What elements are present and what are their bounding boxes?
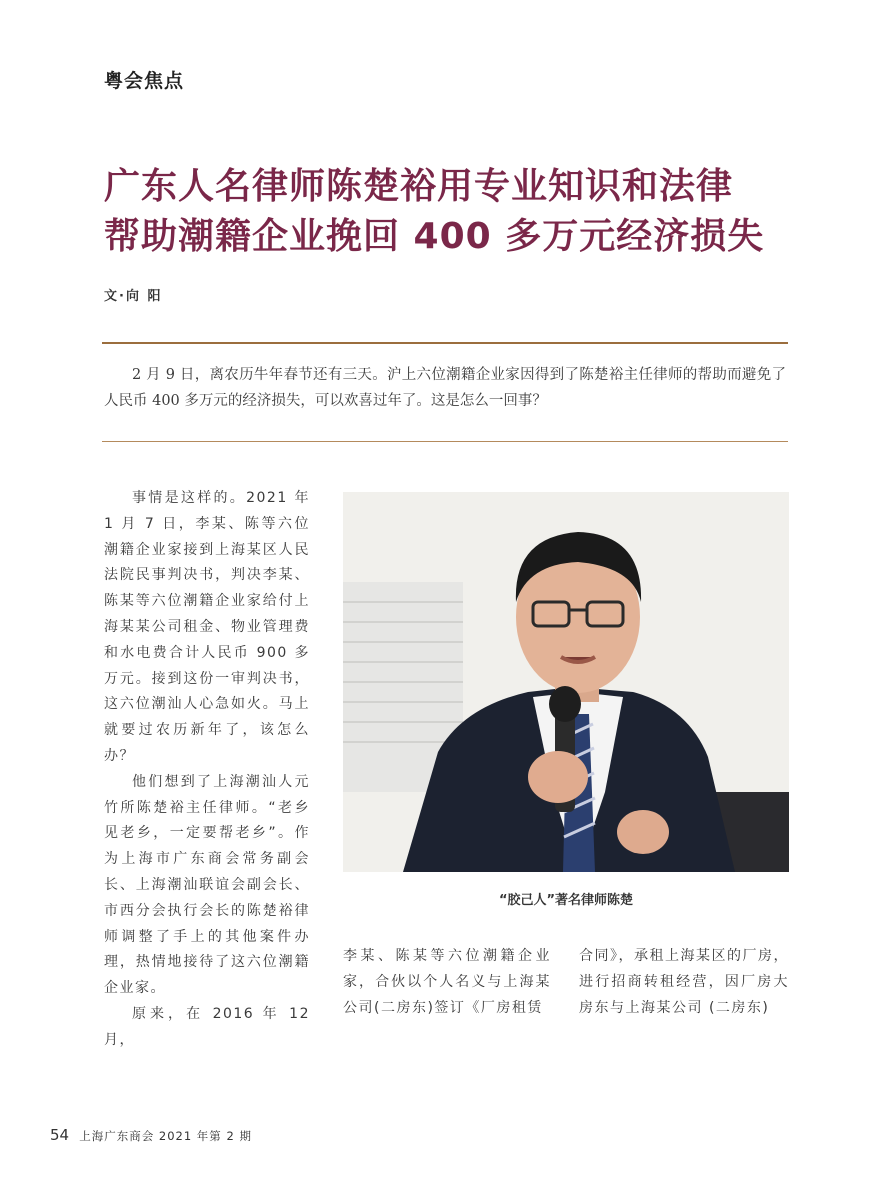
page-number: 54 [50,1126,70,1144]
divider-bottom [102,441,788,442]
section-label: 粤会焦点 [104,70,185,92]
magazine-issue: 上海广东商会 2021 年第 2 期 [79,1129,252,1143]
body-paragraph: 李某、陈某等六位潮籍企业家，合伙以个人名义与上海某公司(二房东)签订《厂房租赁 [343,948,551,1016]
body-paragraph: 原来，在 2016 年 12 月， [104,1005,310,1048]
body-paragraph: 他们想到了上海潮汕人元竹所陈楚裕主任律师。“老乡见老乡，一定要帮老乡”。作为上海市广东商会常务副会长、上海潮汕联谊会副会长、市西分会执行会长的陈楚裕律师调整了手上的其他案件办理，热情地接待了这六位潮籍企业家。 [104,773,310,997]
lead-paragraph: 2 月 9 日，离农历牛年春节还有三天。沪上六位潮籍企业家因得到了陈楚裕主任律师的帮助而避免了人民币 400 多万元的经济损失，可以欢喜过年了。这是怎么一回事？ [104,367,786,409]
lawyer-photo [343,492,789,872]
title-line-1: 广东人名律师陈楚裕用专业知识和法律 [104,166,734,207]
photo-caption: “胶己人”著名律师陈楚 [498,893,634,908]
page-footer [50,1126,252,1144]
column-3 [579,944,789,1021]
column-1 [104,486,310,1054]
article-title [104,162,804,262]
body-paragraph: 合同》，承租上海某区的厂房，进行招商转租经营，因厂房大房东与上海某公司 (二房东) [579,948,789,1016]
divider-top [102,342,788,344]
byline: 文·向 阳 [104,289,163,304]
title-line-2: 帮助潮籍企业挽回 400 多万元经济损失 [104,216,765,257]
column-2 [343,944,551,1021]
body-paragraph: 事情是这样的。2021 年 1 月 7 日，李某、陈等六位潮籍企业家接到上海某区人民法院民事判决书，判决李某、陈某等六位潮籍企业家给付上海某某公司租金、物业管理费和水电费合计人民币 900 多万元。接到这份一审判决书，这六位潮汕人心急如火。马上就要过农历新年了，该怎么办？ [104,490,310,764]
